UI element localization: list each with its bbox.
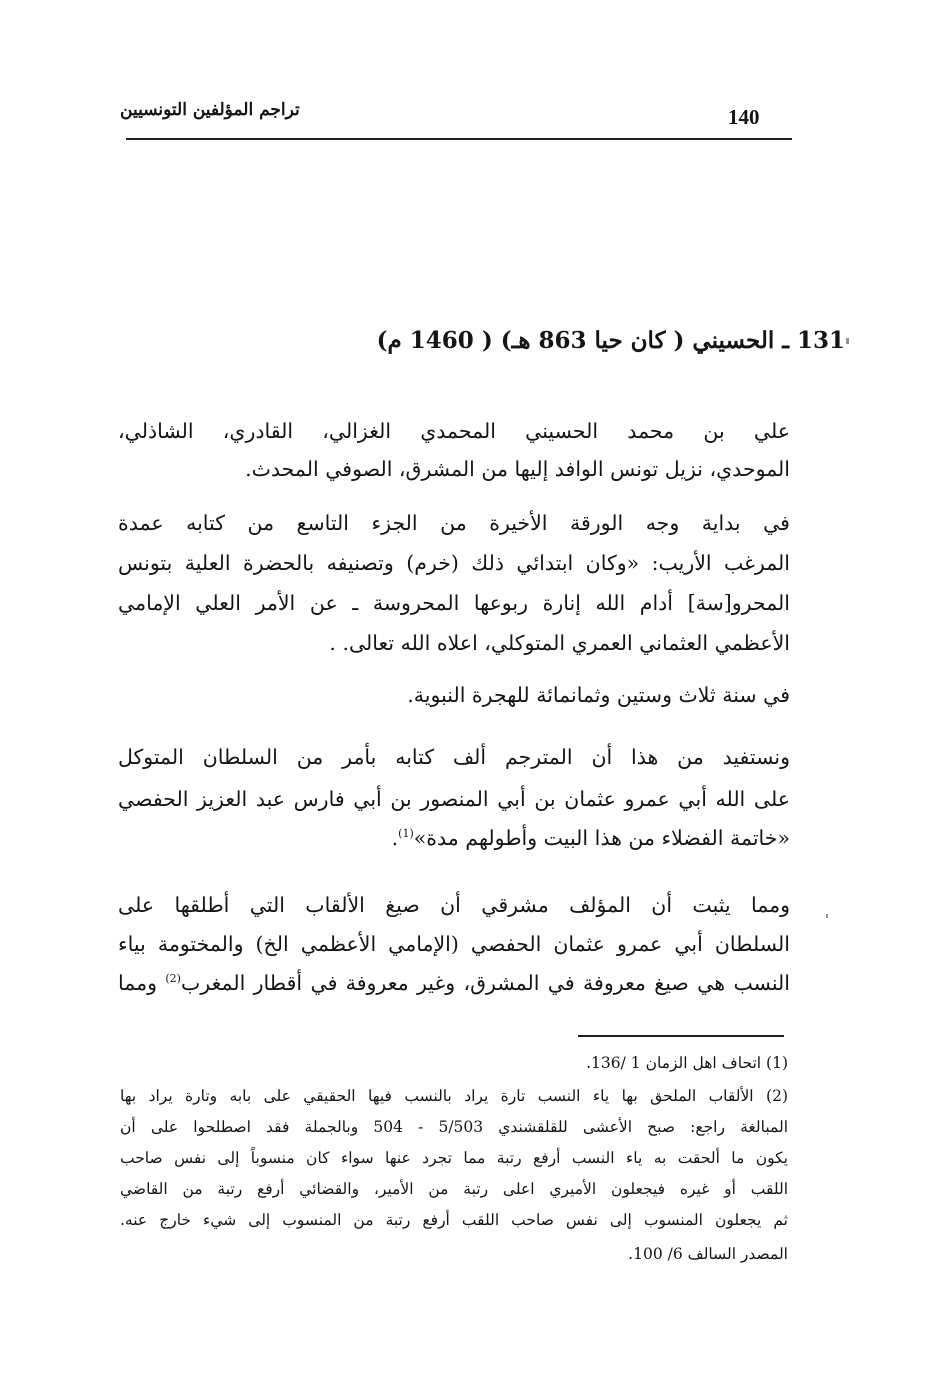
body-line: على الله أبي عمرو عثمان بن أبي المنصور بن أبي فارس عبد العزيز الحفصي [118,787,790,811]
entry-heading: 131 ـ الحسيني ( كان حيا 863 هـ) ( 1460 م) [376,327,845,354]
footnote-ref: (2) [165,972,181,986]
body-line: «خاتمة الفضلاء من هذا البيت وأطولهم مدة»$^{(1)}$. [391,826,790,850]
body-line: في بداية وجه الورقة الأخيرة من الجزء التاسع من كتابه عمدة [118,511,790,535]
scan-speck [846,338,849,344]
footnote-ref: (1) [398,827,414,841]
running-header-title: تراجم المؤلفين التونسيين [120,100,300,120]
body-line: في سنة ثلاث وستين وثمانمائة للهجرة النبوية. [407,683,790,707]
footnote-line: يكون ما ألحقت به ياء النسب أرفع رتبة مما تجرد عنها سواء كان منسوباً إلى نفس صاحب [120,1149,788,1167]
body-line-text: النسب هي صيغ معروفة في المشرق، وغير معروفة في أقطار المغرب [180,971,790,995]
footnote-line: المبالغة راجع: صبح الأعشى للقلقشندي 5/503 - 504 وبالجملة فقد اصطلحوا على أن [120,1118,789,1136]
footnote-line: اللقب أو غيره فيجعلون الأميري اعلى رتبة من الأمير، والقضائي أرفع رتبة من القاضي [120,1180,788,1198]
body-line [118,971,790,995]
header-rule [126,138,792,140]
body-line-end: ومما [118,971,157,995]
body-line: علي بن محمد الحسيني المحمدي الغزالي، القادري، الشاذلي، [118,419,790,443]
body-line: ونستفيد من هذا أن المترجم ألف كتابه بأمر من السلطان المتوكل [118,745,790,769]
body-line: المرغب الأريب: «وكان ابتدائي ذلك (خرم) وتصنيفه بالحضرة العلية بتونس [118,551,790,575]
scan-speck [826,914,828,918]
body-line-text: «خاتمة الفضلاء من هذا البيت وأطولهم مدة» [413,826,790,850]
body-line: الأعظمي العثماني العمري المتوكلي، اعلاه الله تعالى. . [329,631,790,655]
body-line: الموحدي، نزيل تونس الوافد إليها من المشرق، الصوفي المحدث. [245,457,790,481]
footnote-line: (1) اتحاف اهل الزمان 1 /136. [586,1054,788,1072]
body-line: المحرو[سة] أدام الله إنارة ربوعها المحروسة ـ عن الأمر العلي الإمامي [118,591,790,615]
footnote-line: المصدر السالف 6/ 100. [628,1245,788,1263]
body-line: السلطان أبي عمرو عثمان الحفصي (الإمامي الأعظمي الخ) والمختومة بياء [118,932,790,956]
footnote-rule [578,1035,784,1037]
page-number: 140 [728,105,760,129]
footnote-line: (2) الألقاب الملحق بها ياء النسب تارة يراد بالنسب فيها الحقيقي على بابه وتارة يراد بها [120,1087,788,1105]
body-line: ومما يثبت أن المؤلف مشرقي أن صيغ الألقاب التي أطلقها على [118,893,790,917]
footnote-line: ثم يجعلون المنسوب إلى نفس صاحب اللقب أرفع رتبة من المنسوب إلى شيء خارج عنه. [120,1211,788,1229]
